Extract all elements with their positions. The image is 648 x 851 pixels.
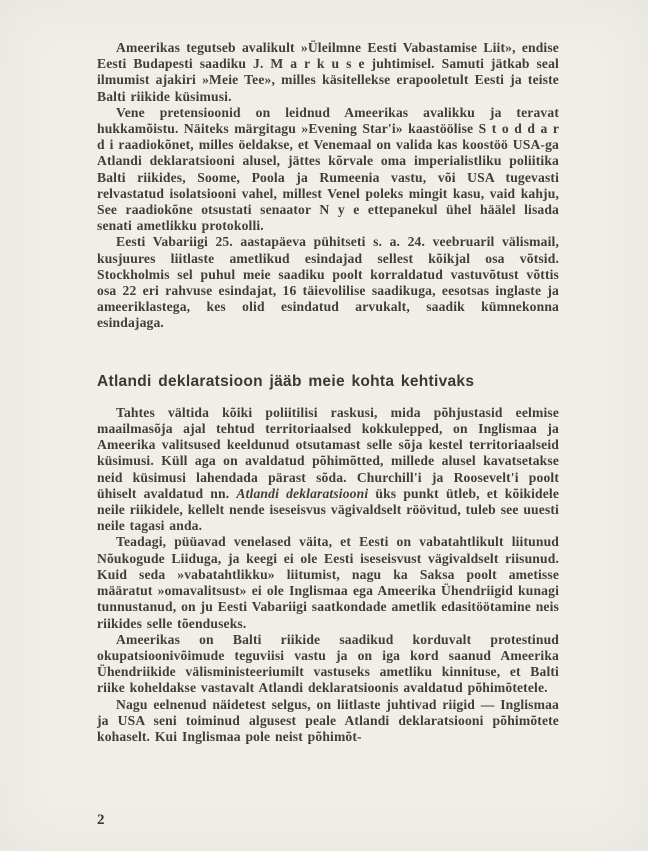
paragraph-uleilmne-liit: Ameerikas tegutseb avalikult »Üleilmne Eesti Vabastamise Liit», endise Eesti Budapesti saadiku J. M a r k u s e juhtimisel. Samuti jätkab seal ilmumist ajakiri »Meie Tee», milles käsitellekse erapooletult Eesti ja teiste Balti riikide küsimusi. [97,40,559,104]
paragraph-atlandi-deklaratsioon [97,405,559,535]
paragraph-atlandi-post: üks punkt ütleb, et kõikidele neile riikidele, kellelt nende iseseisvus vägivaldselt röövitud, tuleb see uuesti neile tagasi anda. [97,485,560,534]
paragraph-liitlaste-riigid: Nagu eelnenud näidetest selgus, on liitlaste juhtivad riigid — Inglismaa ja USA seni toiminud algusest peale Atlandi deklaratsiooni põhimõtete kohaselt. Kui Inglismaa pole neist põhimõt- [97,696,559,744]
paragraph-vabariigi-aastapaev: Eesti Vabariigi 25. aastapäeva pühitseti s. a. 24. veebruaril välismail, kusjuures liitlaste ametlikud esindajad sellest kõikjal osa võtsid. Stockholmis sel puhul meie saadiku poolt korraldatud vastuvõtust võttis osa 22 eri rahvuse esindajat, 16 täievolilise saadikuga, eesotsas inglaste ja ameeriklastega, kes olid esindatud arvukalt, saadik kümnekonna esindajaga. [97,234,559,331]
section-heading: Atlandi deklaratsioon jääb meie kohta kehtivaks [97,372,475,390]
text-block [97,40,559,745]
paragraph-atlandi-pre: Tahtes vältida kõiki poliitilisi raskusi, mida põhjustasid eelmise maailmasõja ajal tehtud territoriaalsed kokkulepped, on Inglismaa ja Ameerika valitsused keeldunud otsutamast selle sõja kestel territoriaalseid küsimusi. Küll aga on avaldatud põhimõtted, millede alusel kavatsetakse neid küsimusi lahendada pärast sõda. Churchill'i ja Roosevelt'i poolt ühiselt avaldatud nn. [97,404,559,501]
paragraph-teadagi-venelased: Teadagi, püüavad venelased väita, et Eesti on vabatahtlikult liitunud Nõukogude Liiduga, ja keegi ei ole Eesti iseseisvust vägivaldselt riisunud. Kuid seda »vabatahtlikku» liitumist, nagu ka Saksa poolt ametisse määratut »omavalitsust» ei ole Inglismaa ega Ameerika Ühendriigid kunagi tunnustanud, on ju Eesti Vabariigi saatkondade ametlik edasitöötamine neis riikides selle tõenduseks. [97,534,559,631]
paragraph-atlandi-italic-phrase: Atlandi deklaratsiooni [236,485,369,501]
paragraph-balti-saadikud: Ameerikas on Balti riikide saadikud korduvalt protestinud okupatsioonivõimude teguviisi vastu ja on iga kord saanud Ameerika Ühendriikide välisministeeriumilt vastuseks ametliku kinnituse, et Balti riike koheldakse vastavalt Atlandi deklaratsioonis avaldatud põhimõtetele. [97,631,559,696]
paragraph-vene-pretensioonid: Vene pretensioonid on leidnud Ameerikas avalikku ja teravat hukkamõistu. Näiteks märgitagu »Evening Star'i» kaastöölise S t o d d a r d i raadiokõnet, milles öeldakse, et Venemaal on valida kas koostöö USA-ga Atlandi deklaratsiooni alusel, jättes kõrvale oma imperialistliku poliitika Balti riikides, Soome, Poola ja Rumeenia vastu, või USA tugevasti relvastatud isolatsiooni vahel, millest Venel poleks mingit kasu, vaid kahju, See raadiokõne otsustati senaator N y e ettepanekul ühel häälel lisada senati ametlikku protokolli. [97,104,559,234]
page-number: 2 [97,812,105,828]
